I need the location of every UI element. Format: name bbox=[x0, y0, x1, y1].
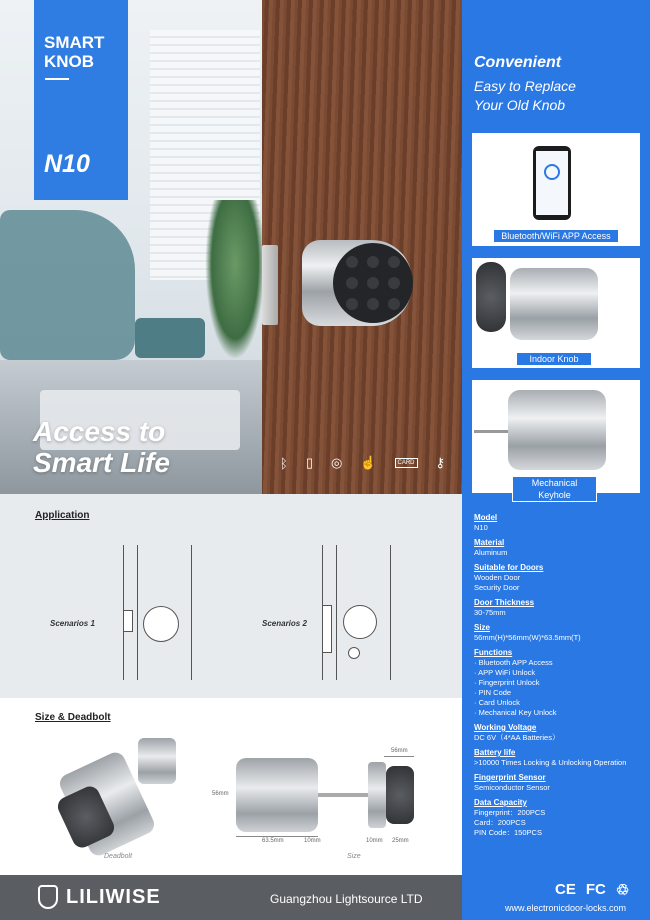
door-latch-plate bbox=[262, 245, 278, 325]
knob-diagram bbox=[143, 606, 179, 642]
feature-label-indoor: Indoor Knob bbox=[516, 352, 592, 366]
indoor-plate-image bbox=[476, 262, 506, 332]
keypad-key bbox=[388, 256, 400, 268]
spec-capacity-item: Fingerprint：200PCS bbox=[474, 808, 546, 817]
scenario1-label: Scenarios 1 bbox=[50, 619, 95, 628]
hero-slogan-line1: Access to bbox=[33, 416, 166, 447]
spec-function-item: · APP WiFi Unlock bbox=[474, 668, 536, 677]
phone-icon: ▯ bbox=[305, 455, 313, 470]
spec-size-value: 56mm(H)*56mm(W)*63.5mm(T) bbox=[474, 633, 581, 642]
certification-marks bbox=[555, 881, 629, 899]
smart-knob-keypad bbox=[333, 243, 413, 323]
knob-diagram bbox=[343, 605, 377, 639]
door-frame-line bbox=[191, 545, 192, 680]
feature-label-app: Bluetooth/WiFi APP Access bbox=[493, 229, 619, 243]
hero-plant bbox=[205, 200, 265, 360]
application-section bbox=[0, 494, 462, 698]
spec-doors-value2: Security Door bbox=[474, 583, 520, 592]
dim-indoor-dia: 56mm bbox=[391, 748, 408, 754]
latch-diagram bbox=[123, 610, 133, 632]
deadbolt-caption: Deadbolt bbox=[104, 853, 133, 860]
dim-neck: 10mm bbox=[304, 838, 321, 844]
outdoor-knob-image bbox=[236, 758, 318, 832]
door-edge-line bbox=[336, 545, 337, 680]
door-frame-line bbox=[390, 545, 391, 680]
sidebar-subtitle-line1: Easy to Replace bbox=[474, 78, 576, 94]
spec-function-item: · Mechanical Key Unlock bbox=[474, 708, 557, 717]
keypad-key bbox=[388, 277, 400, 289]
keypad-key bbox=[367, 298, 379, 310]
dim-neck2: 10mm bbox=[366, 838, 383, 844]
spec-sensor-value: Semiconductor Sensor bbox=[474, 783, 550, 792]
spec-thickness-value: 30-75mm bbox=[474, 608, 506, 617]
spec-function-item: · PIN Code bbox=[474, 688, 512, 697]
spec-sensor-label: Fingerprint Sensor bbox=[474, 773, 546, 782]
brand-model: N10 bbox=[44, 150, 90, 178]
ce-mark-icon: CE bbox=[555, 881, 576, 898]
spec-doors-label: Suitable for Doors bbox=[474, 563, 544, 572]
spec-capacity-item: Card：200PCS bbox=[474, 818, 526, 827]
sidebar-title: Convenient bbox=[474, 54, 562, 71]
brand-line2: KNOB bbox=[44, 52, 95, 71]
keypad-key bbox=[346, 256, 358, 268]
rohs-mark-icon: ♲ bbox=[615, 882, 630, 899]
door-edge-line bbox=[137, 545, 138, 680]
feature-icon-row bbox=[280, 455, 445, 471]
spec-function-item: · Bluetooth APP Access bbox=[474, 658, 553, 667]
spec-capacity-label: Data Capacity bbox=[474, 798, 527, 807]
spec-battery-value: >10000 Times Locking & Unlocking Operation bbox=[474, 758, 627, 767]
spec-capacity-item: PIN Code：150PCS bbox=[474, 828, 542, 837]
application-title: Application bbox=[35, 510, 90, 521]
spec-function-item: · Fingerprint Unlock bbox=[474, 678, 540, 687]
app-unlock-icon bbox=[544, 164, 560, 180]
latch-deadbolt-diagram bbox=[322, 605, 332, 653]
spec-model-label: Model bbox=[474, 513, 498, 522]
phone-screen bbox=[536, 151, 568, 215]
company-name: Guangzhou Lightsource LTD bbox=[270, 892, 423, 906]
spec-doors-value1: Wooden Door bbox=[474, 573, 521, 582]
spec-function-item: · Card Unlock bbox=[474, 698, 520, 707]
indoor-knob-image bbox=[386, 766, 414, 824]
brand-title bbox=[44, 33, 124, 71]
spec-size-label: Size bbox=[474, 623, 491, 632]
deadbolt-latch-image bbox=[138, 738, 176, 784]
spindle-image bbox=[318, 793, 370, 797]
hero-slogan-line2: Smart Life bbox=[33, 447, 170, 478]
spec-material-label: Material bbox=[474, 538, 505, 547]
size-title: Size & Deadbolt bbox=[35, 712, 111, 723]
spec-functions-label: Functions bbox=[474, 648, 513, 657]
keypad-key bbox=[346, 298, 358, 310]
dim-length-body: 63.5mm bbox=[262, 838, 284, 844]
keypad-key bbox=[346, 277, 358, 289]
size-caption: Size bbox=[347, 853, 361, 860]
fcc-mark-icon: FC bbox=[585, 881, 606, 898]
dim-height: 56mm bbox=[212, 791, 229, 797]
hero-chair bbox=[0, 210, 135, 360]
website-link[interactable]: www.electronicdoor-locks.com bbox=[505, 903, 627, 913]
keypad-key bbox=[367, 277, 379, 289]
key-icon: ⚷ bbox=[435, 455, 446, 470]
keypad-key bbox=[367, 256, 379, 268]
spec-list bbox=[474, 508, 644, 838]
spec-thickness-label: Door Thickness bbox=[474, 598, 535, 607]
brand-line1: SMART bbox=[44, 33, 105, 52]
dim-indoor-depth: 25mm bbox=[392, 838, 409, 844]
deadbolt-cylinder-diagram bbox=[348, 647, 360, 659]
brand-logo bbox=[38, 885, 161, 909]
spec-material-value: Aluminum bbox=[474, 548, 508, 557]
keypad-icon: ☝ bbox=[360, 455, 377, 470]
sidebar-subtitle-line2: Your Old Knob bbox=[474, 97, 566, 113]
indoor-knob-image bbox=[510, 268, 598, 340]
hero-ottoman bbox=[135, 318, 205, 358]
spec-voltage-value: DC 6V（4*AA Batteries） bbox=[474, 733, 560, 742]
logo-text: LILIWISE bbox=[66, 885, 161, 908]
fingerprint-icon: ◎ bbox=[330, 455, 343, 470]
bluetooth-icon: ᛒ bbox=[280, 455, 288, 471]
keyhole-spindle bbox=[474, 430, 508, 433]
brand-divider bbox=[45, 78, 69, 80]
keypad-key bbox=[388, 298, 400, 310]
dim-line-body bbox=[236, 836, 318, 837]
keyhole-knob-image bbox=[508, 390, 606, 470]
dim-line-indoor bbox=[384, 756, 414, 757]
hero-slogan bbox=[33, 416, 170, 478]
spec-battery-label: Battery life bbox=[474, 748, 516, 757]
indoor-plate-image bbox=[368, 762, 386, 828]
feature-label-keyhole: Mechanical Keyhole bbox=[512, 476, 597, 502]
logo-mark-icon bbox=[38, 885, 58, 909]
scenario2-label: Scenarios 2 bbox=[262, 619, 307, 628]
spec-model-value: N10 bbox=[474, 523, 488, 532]
spec-voltage-label: Working Voltage bbox=[474, 723, 537, 732]
card-icon: CARD bbox=[395, 458, 418, 468]
